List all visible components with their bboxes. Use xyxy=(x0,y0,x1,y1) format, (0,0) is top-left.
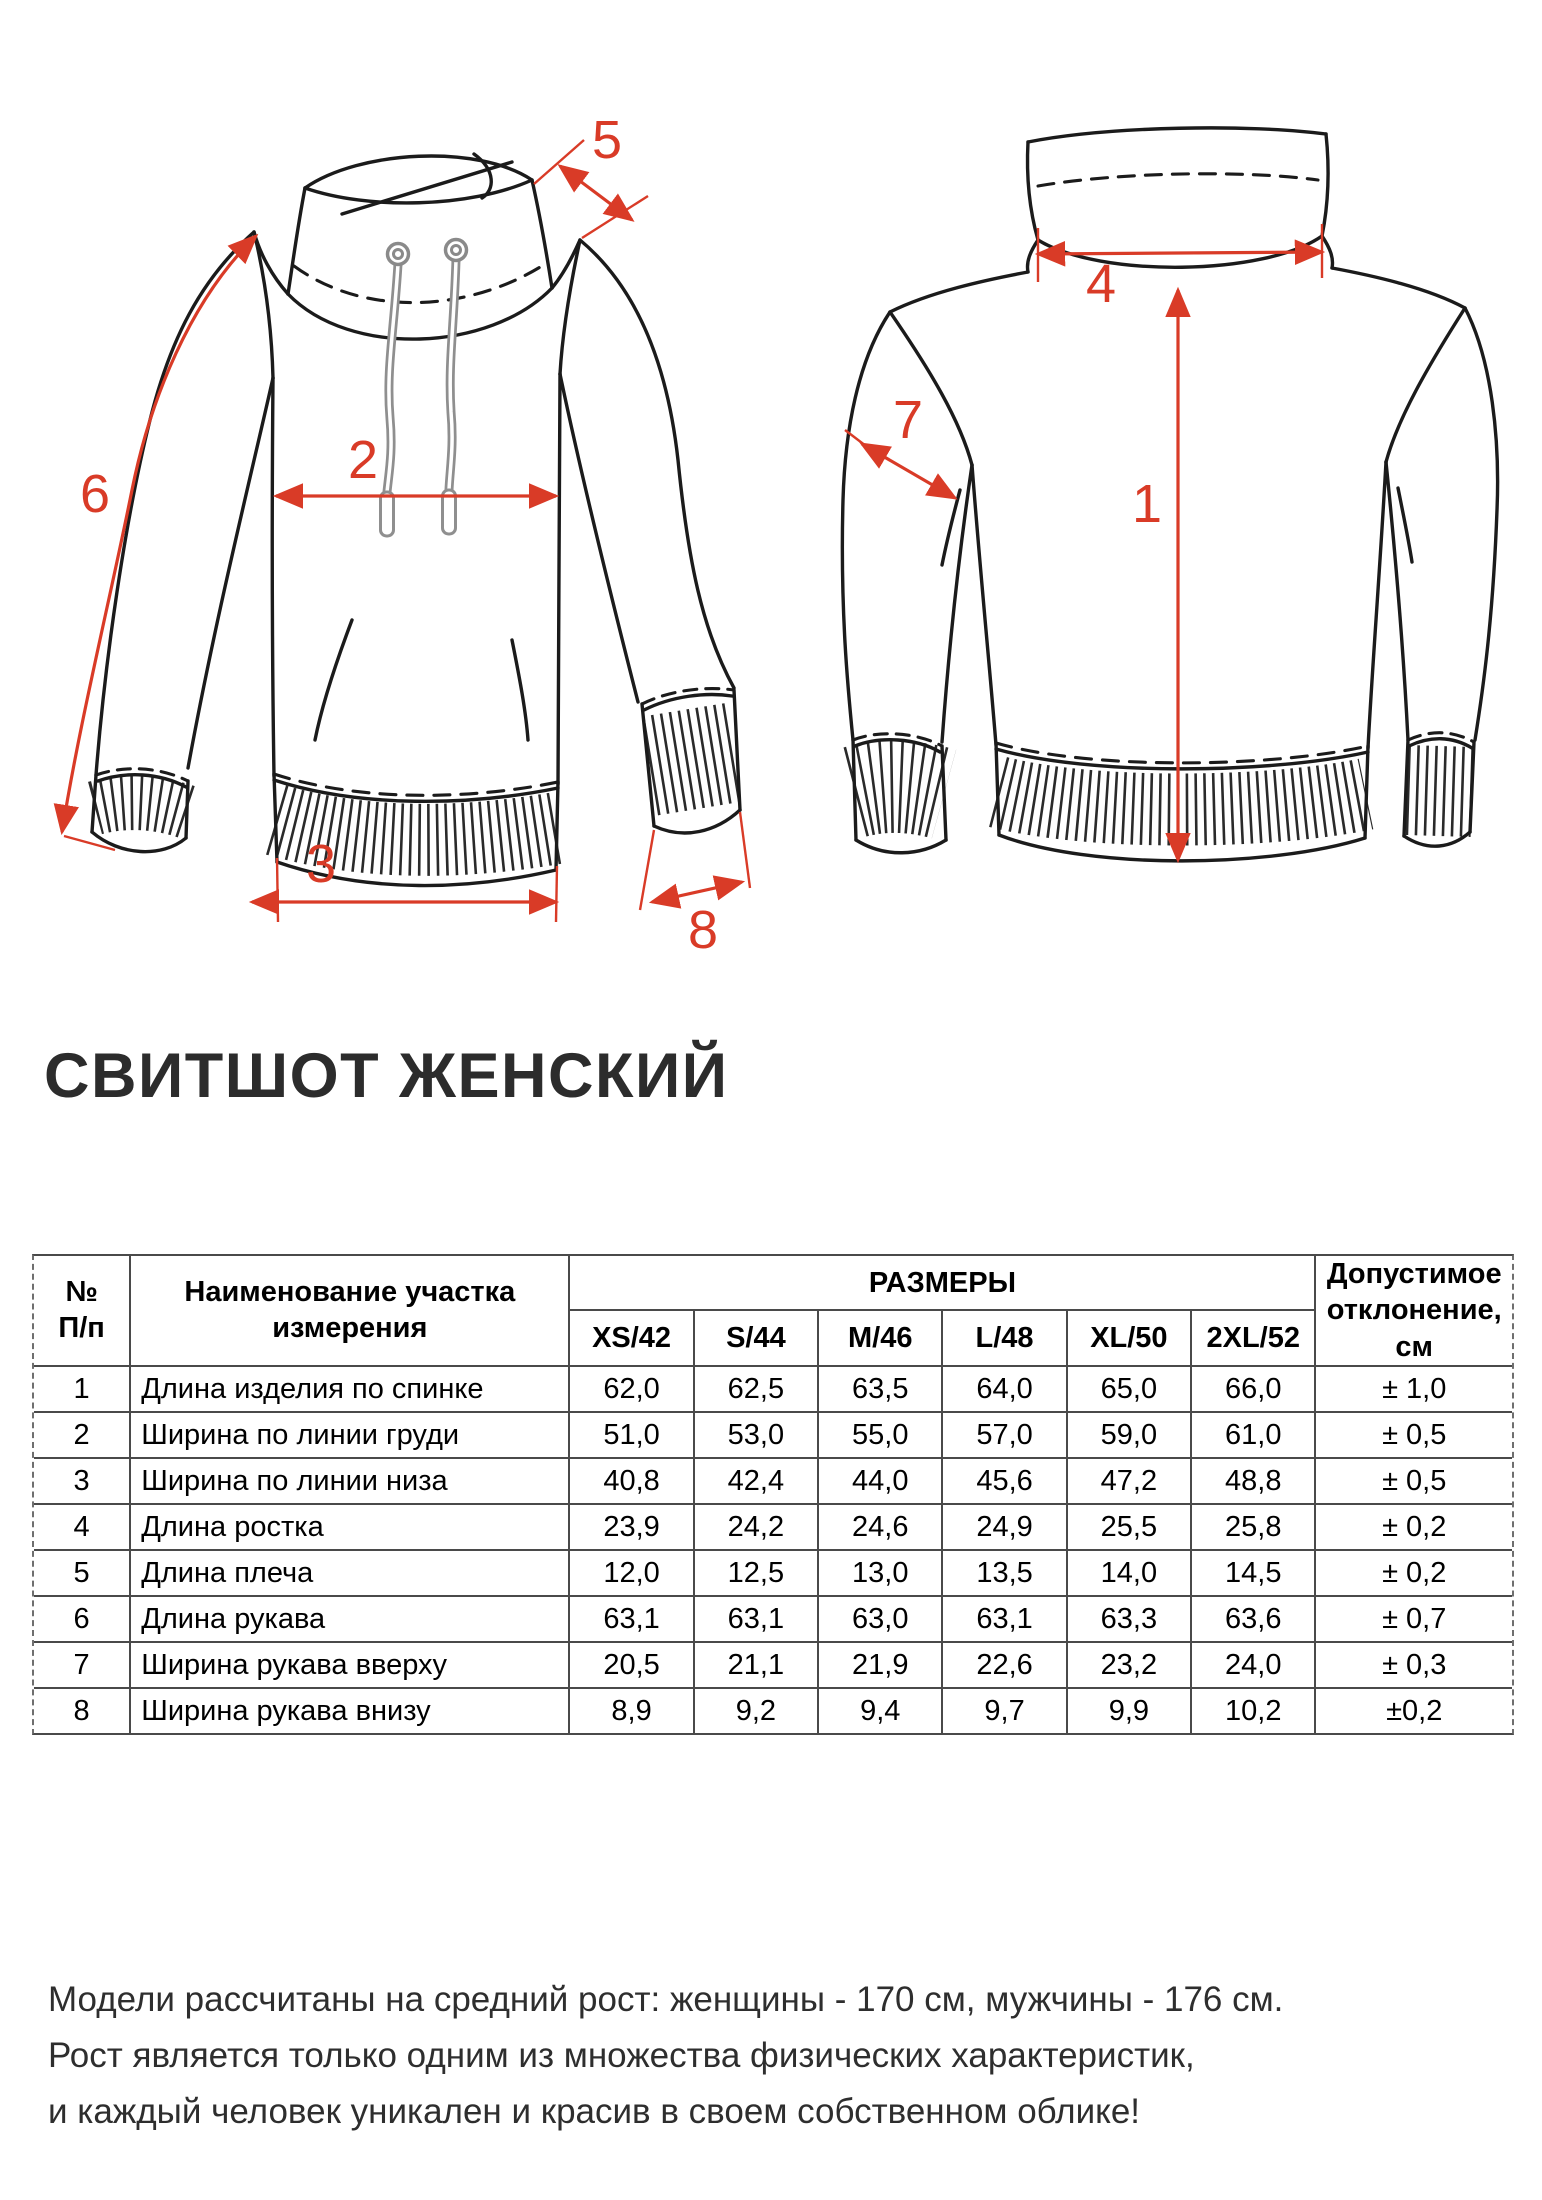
dim-label-5: 5 xyxy=(592,110,623,170)
measurement-name-cell: Ширина рукава внизу xyxy=(130,1688,569,1733)
measurement-name-cell: Ширина по линии низа xyxy=(130,1458,569,1504)
size-value-cell: ± 0,2 xyxy=(1315,1504,1512,1550)
table-body xyxy=(34,1366,1512,1733)
size-value-cell: 25,5 xyxy=(1067,1504,1191,1550)
measurement-name-cell: Длина изделия по спинке xyxy=(130,1366,569,1412)
size-value-cell: 9,4 xyxy=(818,1688,942,1733)
measurement-name-cell: Ширина по линии груди xyxy=(130,1412,569,1458)
size-value-cell: 51,0 xyxy=(569,1412,693,1458)
header-name-line2: измерения xyxy=(272,1312,428,1345)
size-value-cell: 64,0 xyxy=(942,1366,1066,1412)
table-row xyxy=(34,1642,1512,1688)
size-value-cell: ±0,2 xyxy=(1315,1688,1512,1733)
size-value-cell: 8,9 xyxy=(569,1688,693,1733)
row-number-cell: 3 xyxy=(34,1458,130,1504)
size-value-cell: ± 0,5 xyxy=(1315,1458,1512,1504)
size-value-cell: 63,5 xyxy=(818,1366,942,1412)
header-num xyxy=(34,1256,130,1366)
measurement-name-cell: Длина ростка xyxy=(130,1504,569,1550)
size-value-cell: 24,9 xyxy=(942,1504,1066,1550)
size-value-cell: 57,0 xyxy=(942,1412,1066,1458)
dim-label-3: 3 xyxy=(306,834,337,894)
header-num-line2: П/п xyxy=(58,1312,105,1345)
size-value-cell: 63,1 xyxy=(942,1596,1066,1642)
drawstrings xyxy=(381,240,467,537)
header-tolerance-line2: отклонение, см xyxy=(1326,1294,1502,1363)
size-table-wrap xyxy=(32,1254,1514,1735)
size-value-cell: 63,1 xyxy=(569,1596,693,1642)
header-num-line1: № xyxy=(65,1276,98,1309)
size-value-cell: 12,0 xyxy=(569,1550,693,1596)
size-value-cell: 23,2 xyxy=(1067,1642,1191,1688)
size-value-cell: 48,8 xyxy=(1191,1458,1315,1504)
header-size-2xl: 2XL/52 xyxy=(1191,1310,1315,1365)
size-value-cell: 14,5 xyxy=(1191,1550,1315,1596)
size-value-cell: 13,5 xyxy=(942,1550,1066,1596)
size-value-cell: 10,2 xyxy=(1191,1688,1315,1733)
header-tolerance-line1: Допустимое xyxy=(1326,1258,1502,1290)
row-number-cell: 4 xyxy=(34,1504,130,1550)
header-size-m: M/46 xyxy=(818,1310,942,1365)
size-value-cell: 21,1 xyxy=(694,1642,818,1688)
size-value-cell: 24,6 xyxy=(818,1504,942,1550)
size-value-cell: 12,5 xyxy=(694,1550,818,1596)
size-value-cell: 22,6 xyxy=(942,1642,1066,1688)
size-value-cell: 63,0 xyxy=(818,1596,942,1642)
header-name-line1: Наименование участка xyxy=(184,1276,516,1309)
size-value-cell: 61,0 xyxy=(1191,1412,1315,1458)
size-value-cell: 45,6 xyxy=(942,1458,1066,1504)
size-value-cell: 9,9 xyxy=(1067,1688,1191,1733)
size-value-cell: 66,0 xyxy=(1191,1366,1315,1412)
dim-label-6: 6 xyxy=(80,464,111,524)
size-value-cell: 44,0 xyxy=(818,1458,942,1504)
table-header xyxy=(34,1256,1512,1366)
size-value-cell: 62,5 xyxy=(694,1366,818,1412)
garment-technical-drawing xyxy=(0,40,1542,990)
front-view xyxy=(62,110,750,960)
size-value-cell: 20,5 xyxy=(569,1642,693,1688)
size-value-cell: 47,2 xyxy=(1067,1458,1191,1504)
size-table xyxy=(34,1256,1512,1733)
size-value-cell: 24,2 xyxy=(694,1504,818,1550)
size-value-cell: 25,8 xyxy=(1191,1504,1315,1550)
size-value-cell: 14,0 xyxy=(1067,1550,1191,1596)
table-row xyxy=(34,1366,1512,1412)
eyelets xyxy=(388,240,467,265)
header-size-xs: XS/42 xyxy=(569,1310,693,1365)
size-value-cell: ± 0,2 xyxy=(1315,1550,1512,1596)
size-value-cell: ± 0,5 xyxy=(1315,1412,1512,1458)
header-size-s: S/44 xyxy=(694,1310,818,1365)
size-value-cell: 62,0 xyxy=(569,1366,693,1412)
row-number-cell: 2 xyxy=(34,1412,130,1458)
size-value-cell: 9,2 xyxy=(694,1688,818,1733)
row-number-cell: 6 xyxy=(34,1596,130,1642)
dim-label-4: 4 xyxy=(1086,254,1117,314)
size-value-cell: ± 1,0 xyxy=(1315,1366,1512,1412)
header-size-xl: XL/50 xyxy=(1067,1310,1191,1365)
table-row xyxy=(34,1504,1512,1550)
size-value-cell: 63,3 xyxy=(1067,1596,1191,1642)
row-number-cell: 8 xyxy=(34,1688,130,1733)
size-value-cell: 21,9 xyxy=(818,1642,942,1688)
header-measurement-name xyxy=(130,1256,569,1366)
header-sizes-title: РАЗМЕРЫ xyxy=(569,1256,1315,1310)
size-value-cell: 55,0 xyxy=(818,1412,942,1458)
footer-line-3: и каждый человек уникален и красив в своем собственном облике! xyxy=(48,2092,1141,2131)
footer-note xyxy=(48,1972,1283,2140)
footer-line-1: Модели рассчитаны на средний рост: женщины - 170 см, мужчины - 176 см. xyxy=(48,1980,1284,2019)
dim-label-8: 8 xyxy=(688,900,719,960)
dim-label-7: 7 xyxy=(893,390,924,450)
size-value-cell: 9,7 xyxy=(942,1688,1066,1733)
size-value-cell: 13,0 xyxy=(818,1550,942,1596)
size-value-cell: 40,8 xyxy=(569,1458,693,1504)
page-title: СВИТШОТ ЖЕНСКИЙ xyxy=(44,1041,729,1111)
size-value-cell: 42,4 xyxy=(694,1458,818,1504)
row-number-cell: 5 xyxy=(34,1550,130,1596)
measurement-name-cell: Длина плеча xyxy=(130,1550,569,1596)
table-row xyxy=(34,1458,1512,1504)
size-value-cell: 59,0 xyxy=(1067,1412,1191,1458)
table-row xyxy=(34,1412,1512,1458)
size-value-cell: 23,9 xyxy=(569,1504,693,1550)
dim-label-1: 1 xyxy=(1132,474,1163,534)
footer-line-2: Рост является только одним из множества физических характеристик, xyxy=(48,2036,1195,2075)
size-value-cell: 65,0 xyxy=(1067,1366,1191,1412)
dim-label-2: 2 xyxy=(348,430,379,490)
size-value-cell: 53,0 xyxy=(694,1412,818,1458)
table-row xyxy=(34,1550,1512,1596)
size-value-cell: ± 0,3 xyxy=(1315,1642,1512,1688)
back-view xyxy=(842,128,1497,861)
row-number-cell: 1 xyxy=(34,1366,130,1412)
header-size-l: L/48 xyxy=(942,1310,1066,1365)
size-value-cell: 24,0 xyxy=(1191,1642,1315,1688)
row-number-cell: 7 xyxy=(34,1642,130,1688)
size-value-cell: ± 0,7 xyxy=(1315,1596,1512,1642)
size-value-cell: 63,1 xyxy=(694,1596,818,1642)
table-row xyxy=(34,1596,1512,1642)
measurement-name-cell: Длина рукава xyxy=(130,1596,569,1642)
size-value-cell: 63,6 xyxy=(1191,1596,1315,1642)
table-row xyxy=(34,1688,1512,1733)
header-tolerance xyxy=(1315,1256,1512,1366)
measurement-name-cell: Ширина рукава вверху xyxy=(130,1642,569,1688)
